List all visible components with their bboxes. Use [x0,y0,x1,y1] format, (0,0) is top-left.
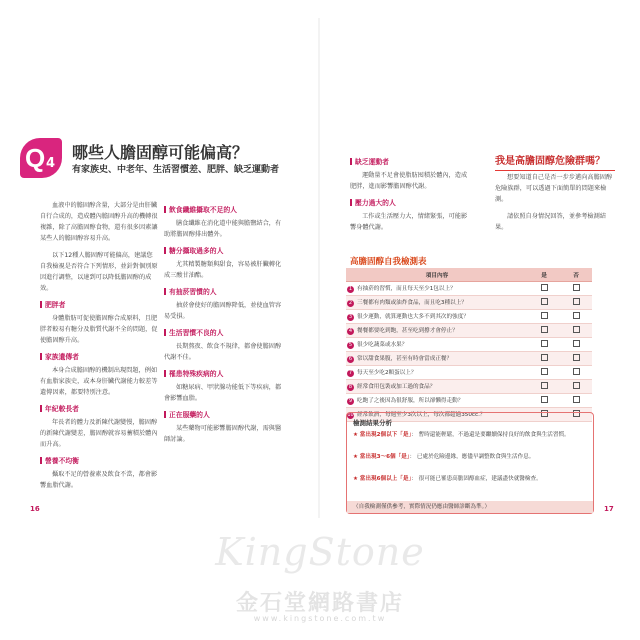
result-heading: 檢測結果分析 [353,419,392,427]
badge-letter: Q [25,143,46,173]
checklist-item [346,282,528,296]
checkbox-yes[interactable] [541,354,548,361]
book-spine [318,18,320,518]
item-text: 每天至少吃2顆蛋以上？ [357,370,417,376]
section-text: 抽菸會使好的膽固醇降低，並使血管容易受損。 [164,302,282,320]
checkbox-cell-no [560,310,592,324]
section-heading: 營養不均衡 [40,456,158,467]
checklist-row [346,310,592,324]
star-icon: ★ [353,476,359,482]
section-text: 膳食纖維在消化道中能與膽鹽結合，有助將膽固醇排出體外。 [164,220,282,238]
item-text: 三餐都有肉類或油炸食品，而且吃3種以上？ [357,300,467,306]
checklist-row [346,282,592,296]
result-analysis-box [346,412,594,514]
item-text: 常以甜食果腹，甚至有時會當成正餐？ [357,356,453,362]
checkbox-no[interactable] [573,284,580,291]
item-number-badge: 9 [348,398,353,404]
checklist-item [346,366,528,380]
result-label: 當出現6個以上「是」 [359,476,412,482]
section-text: 運動量不足會使脂肪囤積於體內，造成肥胖，進而影響膽固醇代謝。 [350,172,468,190]
question-badge [20,138,62,178]
item-text: 經常食用包裝或加工過的食品？ [357,384,436,390]
section-heading: 生活習慣不良的人 [164,328,286,339]
intro-paragraph-1: 血液中的膽固醇含量，大部分是由肝臟自行合成的，造成體內膽固醇升高的機轉很複雜，除了高膽固醇食物，還有很多因素讓某些人的膽固醇容易升高。 [40,202,158,242]
item-text: 有抽菸的習慣，而且每天至少1包以上？ [357,286,456,292]
checklist-row [346,338,592,352]
checkbox-cell-yes [528,310,560,324]
risk-paragraph-1: 想要知道自己是否一步步邁向高膽固醇危險族群，可以透過下面簡單的問題來檢測。 [495,174,613,203]
checkbox-no[interactable] [573,298,580,305]
result-text: 暫時還能輕鬆，不過還是要繼續保持良好的飲食與生活習慣。 [418,432,570,438]
checklist-row [346,366,592,380]
checkbox-cell-no [560,352,592,366]
item-text: 經常飲酒，每週至少3次以上，每次都超過350cc.？ [357,412,486,418]
checkbox-cell-no [560,324,592,338]
item-number-badge: 5 [348,342,353,348]
item-number-badge: 10 [347,412,354,418]
checklist-table [346,268,592,422]
section-heading: 家族遺傳者 [40,352,158,363]
item-text: 很少吃蔬菜或水果？ [357,342,408,348]
checkbox-cell-no [560,380,592,394]
checkbox-yes[interactable] [541,326,548,333]
result-label: 當出現2個以下「是」 [359,432,412,438]
checkbox-cell-yes [528,324,560,338]
checkbox-cell-no [560,282,592,296]
checkbox-no[interactable] [573,396,580,403]
item-text: 餐餐都要吃到飽，甚至吃到撐才會停止？ [357,328,458,334]
item-number-badge: 7 [348,370,353,376]
section-text: 如糖尿病、甲狀腺功能低下等疾病，都會影響血脂。 [164,384,282,402]
item-number-badge: 8 [348,384,353,390]
checklist-item [346,310,528,324]
risk-section-title: 我是高膽固醇危險群嗎？ [495,152,615,171]
watermark-logo: KingStone [215,530,425,574]
item-number-badge: 1 [348,286,353,292]
result-text: 已處於危險邊緣，應儘早調整飲食與生活作息。 [416,454,535,460]
star-icon: ★ [353,432,359,438]
column-header-yes: 是 [528,268,560,282]
page-number-right: 17 [604,505,614,513]
checkbox-no[interactable] [573,368,580,375]
result-note: （自我檢測僅供參考，實際情況仍應由醫師診斷為準。） [347,501,593,513]
item-number-badge: 4 [348,328,353,334]
section-text: 工作或生活壓力大，情緒緊張，可能影響身體代謝。 [350,213,468,231]
checkbox-no[interactable] [573,340,580,347]
section-heading: 罹患特殊疾病的人 [164,369,286,380]
checkbox-yes[interactable] [541,312,548,319]
checklist-row [346,352,592,366]
right-column-1 [350,152,468,239]
watermark-url: www.kingstone.com.tw [253,614,387,623]
checklist-item [346,394,528,408]
checkbox-cell-yes [528,296,560,310]
checkbox-cell-yes [528,352,560,366]
checkbox-yes[interactable] [541,396,548,403]
column-header-item: 項目內容 [346,268,528,282]
checklist-title: 高膽固醇自我檢測表 [350,255,427,270]
section-heading: 壓力過大的人 [350,198,468,209]
checkbox-yes[interactable] [541,340,548,347]
page-number-left: 16 [30,505,40,513]
checklist-row [346,394,592,408]
checkbox-cell-yes [528,366,560,380]
section-text: 身體脂肪可促使膽固醇合成原料，且肥胖者較易有糖分及脂質代謝不全的問題，促使膽固醇升高。 [40,315,158,344]
section-text: 攝取不足的營養素及飲食不當，都會影響血脂代謝。 [40,471,158,489]
column-header-no: 否 [560,268,592,282]
checklist-item [346,380,528,394]
result-label: 當出現3～6個「是」 [359,454,410,460]
result-row: ★ 當出現6個以上「是」： 很可能已罹患高膽固醇血症，建議盡快就醫檢查。 [353,476,542,482]
checklist-item [346,324,528,338]
checkbox-no[interactable] [573,326,580,333]
badge-number: 4 [46,156,56,171]
checkbox-yes[interactable] [541,284,548,291]
star-icon: ★ [353,454,359,460]
question-title: 哪些人膽固醇可能偏高？ [72,143,249,162]
risk-paragraph-2: 請依照自身情況回答，並參考檢測結果。 [495,213,606,231]
section-heading: 飲食纖維攝取不足的人 [164,205,286,216]
section-heading: 正在服藥的人 [164,410,286,421]
checkbox-cell-no [560,338,592,352]
checklist-item [346,338,528,352]
item-text: 很少運動，就算運動也大多不到其次的強度？ [357,314,469,320]
result-row: ★ 當出現3～6個「是」： 已處於危險邊緣，應儘早調整飲食與生活作息。 [353,454,535,460]
checkbox-yes[interactable] [541,298,548,305]
section-text: 年長者的體力及新陳代謝變慢，膽固醇的新陳代謝變差，膽固醇就容易蓄積於體內而升高。 [40,419,158,448]
checkbox-no[interactable] [573,312,580,319]
left-column-2 [164,200,286,451]
section-text: 長期熬夜、飲食不規律，都會使膽固醇代謝不佳。 [164,343,282,361]
result-text: 很可能已罹患高膽固醇血症，建議盡快就醫檢查。 [418,476,542,482]
checklist-item [346,296,528,310]
checkbox-cell-yes [528,380,560,394]
checkbox-cell-no [560,394,592,408]
section-text: 本身合成膽固醇的機制出現問題，例如有血脂家族史，或本身肝臟代謝能力較差等遺傳因素，都要特別注意。 [40,367,158,396]
section-heading: 缺乏運動者 [350,157,468,168]
watermark-chinese-name: 金石堂網路書店 [235,590,404,616]
item-number-badge: 3 [348,314,353,320]
result-row: ★ 當出現2個以下「是」： 暫時還能輕鬆，不過還是要繼續保持良好的飲食與生活習慣。 [353,432,570,438]
section-heading: 糖分攝取過多的人 [164,246,286,257]
question-subtitle: 有家族史、中老年、生活習慣差、肥胖、缺乏運動者 [72,165,280,175]
section-text: 尤其精製糖類與甜食，容易被肝臟轉化成三酸甘油酯。 [164,261,282,279]
intro-paragraph-2: 以下12種人膽固醇可能偏高，建議您自我檢視是否符合下列情形，並針對個別原因進行調整，以達到可以降低膽固醇的成效。 [40,252,158,292]
checkbox-cell-yes [528,282,560,296]
checklist-row [346,296,592,310]
risk-section-text [495,172,615,239]
checklist-body [346,282,592,422]
section-heading: 年紀較長者 [40,404,158,415]
checkbox-yes[interactable] [541,368,548,375]
item-text: 吃飽了之後因為很舒服，所以卻懶得走動？ [357,398,464,404]
checkbox-cell-no [560,366,592,380]
checkbox-no[interactable] [573,382,580,389]
checkbox-cell-no [560,296,592,310]
checkbox-cell-yes [528,394,560,408]
section-heading: 有抽菸習慣的人 [164,287,286,298]
checklist-row [346,324,592,338]
left-column-1 [40,200,158,497]
checklist-item [346,352,528,366]
item-number-badge: 2 [348,300,353,306]
checklist-row [346,380,592,394]
section-heading: 肥胖者 [40,300,158,311]
checkbox-cell-yes [528,338,560,352]
item-number-badge: 6 [348,356,353,362]
section-text: 某些藥物可能影響膽固醇代謝，需與醫師討論。 [164,425,282,443]
checkbox-no[interactable] [573,354,580,361]
question-header [20,138,310,188]
checkbox-yes[interactable] [541,382,548,389]
